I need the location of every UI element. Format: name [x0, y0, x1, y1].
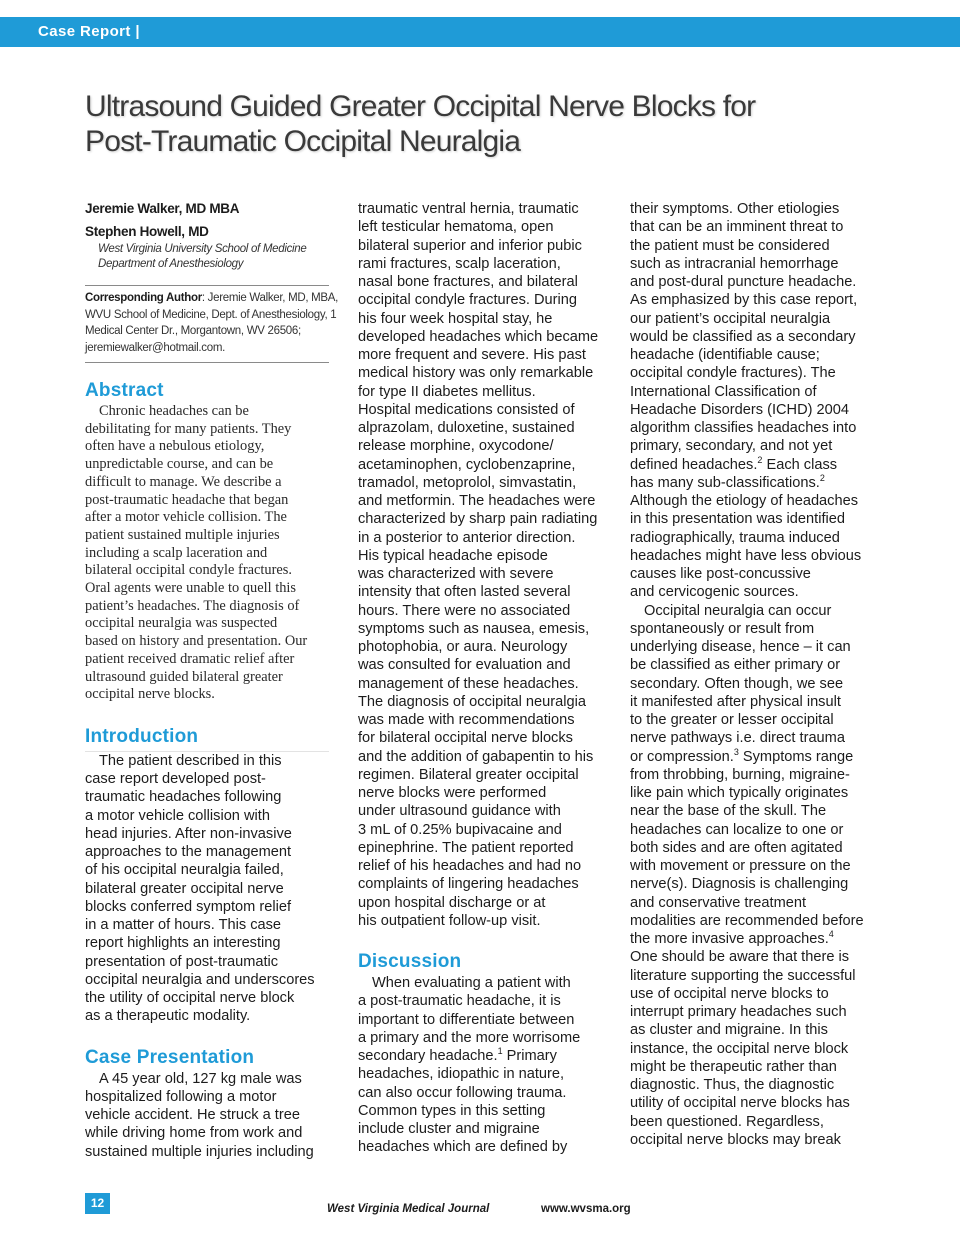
- text-line: Although the etiology of headaches: [630, 493, 858, 509]
- text-line: traumatic ventral hernia, traumatic: [358, 201, 579, 217]
- text-line: with movement or pressure on the: [630, 858, 851, 874]
- text-line: near the base of the skull. The: [630, 803, 827, 820]
- column-2: [358, 200, 608, 1157]
- text-line: occipital neuralgia was suspected: [85, 615, 278, 632]
- text-span: has many sub-classifications.: [630, 474, 820, 491]
- affiliation-line: West Virginia University School of Medicine: [98, 243, 307, 255]
- text-line: approaches to the management: [85, 844, 292, 861]
- text-line: [358, 1047, 608, 1065]
- text-line: head injuries. After non-invasive: [85, 825, 292, 842]
- text-line: Headache Disorders (ICHD) 2004: [630, 401, 849, 418]
- text-line: radiographically, trauma induced: [630, 529, 840, 546]
- text-line: medical history was only remarkable: [358, 365, 594, 382]
- text-line: Common types in this setting: [358, 1102, 546, 1119]
- text-line: for bilateral occipital nerve blocks: [358, 730, 573, 747]
- text-line: headaches, idiopathic in nature,: [358, 1066, 565, 1083]
- text-line: our patient’s occipital neuralgia: [630, 310, 831, 327]
- text-line: [630, 930, 880, 948]
- text-line: from throbbing, burning, migraine-: [630, 766, 850, 783]
- page-number: 12: [85, 1193, 110, 1214]
- text-line: headaches can localize to one or: [630, 821, 844, 838]
- discussion-paragraph: [630, 602, 880, 1150]
- text-line: vehicle accident. He struck a tree: [85, 1107, 300, 1124]
- text-line: literature supporting the successful: [630, 967, 856, 984]
- text-line: including a scalp laceration and: [85, 544, 268, 561]
- text-line: in this presentation was identified: [630, 511, 845, 528]
- text-line: might be therapeutic rather than: [630, 1058, 837, 1075]
- text-line: underlying disease, hence – it can: [630, 639, 851, 655]
- text-span: Primary: [502, 1048, 557, 1064]
- column-1: [85, 199, 339, 1161]
- text-line: causes like post-concussive: [630, 566, 811, 582]
- text-line: report highlights an interesting: [85, 935, 281, 952]
- text-line: that can be an imminent threat to: [630, 219, 844, 236]
- text-line: patient sustained multiple injuries: [85, 526, 280, 543]
- introduction-body: [85, 752, 332, 1026]
- text-line: while driving home from work and: [85, 1125, 303, 1142]
- case-presentation-continued: [358, 200, 608, 930]
- text-line: left testicular hematoma, open: [358, 219, 554, 236]
- text-line: bilateral greater occipital nerve: [85, 880, 284, 897]
- text-line: case report developed post-: [85, 771, 266, 788]
- text-line: it manifested after physical insult: [630, 693, 841, 710]
- text-line: post-traumatic headache that began: [85, 491, 289, 508]
- text-line: utility of occipital nerve blocks has: [630, 1095, 850, 1112]
- text-line: photophobia, or aura. Neurology: [358, 639, 568, 655]
- text-line: acetaminophen, cyclobenzaprine,: [358, 456, 576, 473]
- text-line: can also occur following trauma.: [358, 1084, 567, 1101]
- text-line: When evaluating a patient with: [372, 975, 571, 991]
- text-line: The patient described in this: [99, 752, 282, 769]
- discussion-body: [358, 974, 608, 1157]
- text-line: hospitalized following a motor: [85, 1088, 277, 1105]
- text-line: His typical headache episode: [358, 547, 548, 564]
- text-line: like pain which typically originates: [630, 785, 849, 801]
- text-line: use of occipital nerve blocks to: [630, 985, 829, 1002]
- text-line: include cluster and migraine: [358, 1121, 540, 1137]
- text-line: algorithm classifies headaches into: [630, 420, 857, 436]
- article-title: [85, 89, 905, 159]
- text-line: nasal bone fractures, and bilateral: [358, 274, 578, 290]
- text-line: occipital condyle fractures. During: [358, 292, 578, 309]
- text-line: [630, 748, 880, 766]
- text-line: The diagnosis of occipital neuralgia: [358, 693, 586, 710]
- text-span: or compression.: [630, 748, 734, 765]
- text-line: presentation of post-traumatic: [85, 953, 279, 970]
- text-line: characterized by sharp pain radiating: [358, 511, 598, 528]
- citation: 2: [757, 454, 763, 465]
- text-line: was characterized with severe: [358, 566, 554, 582]
- text-line: headache (identifiable cause;: [630, 347, 820, 363]
- text-line: Oral agents were unable to quell this: [85, 580, 296, 597]
- corresponding-author: [85, 290, 339, 307]
- text-line: occipital nerve blocks.: [85, 686, 215, 703]
- text-line: often have a nebulous etiology,: [85, 438, 265, 455]
- text-line: the utility of occipital nerve block: [85, 990, 295, 1007]
- abstract-body: [85, 403, 332, 704]
- text-span: defined headaches.: [630, 456, 758, 473]
- text-line: as cluster and migraine. In this: [630, 1022, 828, 1039]
- text-line: headaches might have less obvious: [630, 547, 862, 564]
- text-span: Symptoms range: [738, 748, 854, 765]
- section-label: Case Report |: [38, 23, 140, 40]
- text-line: would be classified as a secondary: [630, 328, 856, 345]
- text-line: as a therapeutic modality.: [85, 1008, 251, 1025]
- title-line: Ultrasound Guided Greater Occipital Nerve Blocks for: [85, 90, 756, 123]
- text-line: ultrasound guided bilateral greater: [85, 668, 283, 685]
- discussion-continued: [630, 200, 880, 602]
- text-line: A 45 year old, 127 kg male was: [99, 1070, 302, 1087]
- text-line: diagnostic. Thus, the diagnostic: [630, 1077, 835, 1093]
- text-line: hours. There were no associated: [358, 602, 571, 619]
- text-line: instance, the occipital nerve block: [630, 1040, 849, 1057]
- text-line: modalities are recommended before: [630, 912, 864, 929]
- divider: [85, 285, 329, 286]
- column-3: [630, 200, 880, 1149]
- text-line: debilitating for many patients. They: [85, 420, 292, 437]
- text-line: their symptoms. Other etiologies: [630, 201, 840, 217]
- text-line: Hospital medications consisted of: [358, 401, 575, 418]
- text-line: tramadol, metoprolol, simvastatin,: [358, 474, 577, 491]
- text-line: in a posterior to anterior direction.: [358, 529, 576, 546]
- text-span: the more invasive approaches.: [630, 931, 829, 947]
- text-line: Occipital neuralgia can occur: [644, 602, 832, 619]
- text-line: symptoms such as nausea, emesis,: [358, 620, 590, 637]
- citation: 3: [733, 746, 739, 757]
- text-line: and conservative treatment: [630, 894, 807, 911]
- text-line: a motor vehicle collision with: [85, 807, 270, 824]
- text-line: such as intracranial hemorrhage: [630, 255, 839, 272]
- text-line: more frequent and severe. His past: [358, 347, 586, 363]
- corresponding-line: WVU School of Medicine, Dept. of Anesthesiology, 1: [85, 308, 337, 321]
- text-line: One should be aware that there is: [630, 949, 850, 966]
- text-line: [630, 456, 880, 474]
- text-line: and metformin. The headaches were: [358, 493, 596, 509]
- text-line: his outpatient follow-up visit.: [358, 912, 541, 929]
- text-line: occipital nerve blocks may break: [630, 1131, 841, 1148]
- case-presentation-heading: Case Presentation: [85, 1046, 255, 1068]
- text-line: was consulted for evaluation and: [358, 657, 571, 674]
- text-line: a primary and the more worrisome: [358, 1029, 581, 1046]
- affiliation-line: Department of Anesthesiology: [98, 258, 244, 270]
- text-line: release morphine, oxycodone/: [358, 438, 554, 455]
- text-line: sustained multiple injuries including: [85, 1143, 314, 1160]
- text-line: of his occipital neuralgia failed,: [85, 862, 284, 879]
- text-line: International Classification of: [630, 383, 817, 400]
- author-name: Jeremie Walker, MD MBA: [85, 201, 240, 216]
- text-span: secondary headache.: [358, 1048, 498, 1064]
- text-line: and cervicogenic sources.: [630, 584, 799, 601]
- text-line: interrupt primary headaches such: [630, 1004, 847, 1020]
- text-line: As emphasized by this case report,: [630, 292, 858, 309]
- text-line: important to differentiate between: [358, 1011, 575, 1028]
- corresponding-email: jeremiewalker@hotmail.com.: [85, 341, 225, 354]
- text-line: under ultrasound guidance with: [358, 803, 561, 820]
- journal-url: www.wvsma.org: [541, 1203, 631, 1215]
- text-line: relief of his headaches and had no: [358, 858, 582, 874]
- text-line: patient received dramatic relief after: [85, 650, 295, 667]
- case-presentation-body: [85, 1070, 332, 1161]
- author-name: Stephen Howell, MD: [85, 224, 209, 239]
- text-line: epinephrine. The patient reported: [358, 839, 574, 856]
- text-line: Chronic headaches can be: [99, 403, 249, 419]
- discussion-heading: Discussion: [358, 951, 462, 972]
- text-line: blocks conferred symptom relief: [85, 898, 292, 915]
- text-line: for type II diabetes mellitus.: [358, 383, 536, 400]
- text-line: based on history and presentation. Our: [85, 633, 308, 650]
- text-line: and post-dural puncture headache.: [630, 274, 857, 290]
- text-line: both sides and are often agitated: [630, 839, 843, 856]
- text-line: rami fractures, scalp laceration,: [358, 255, 561, 272]
- text-line: was made with recommendations: [358, 712, 575, 728]
- text-line: complaints of lingering headaches: [358, 876, 579, 893]
- text-line: been questioned. Regardless,: [630, 1113, 824, 1130]
- title-line: Post-Traumatic Occipital Neuralgia: [85, 125, 521, 158]
- text-line: a post-traumatic headache, it is: [358, 993, 561, 1010]
- text-line: unpredictable course, and can be: [85, 456, 274, 473]
- text-line: [630, 474, 880, 492]
- text-span: Each class: [762, 456, 838, 473]
- text-line: 3 mL of 0.25% bupivacaine and: [358, 821, 562, 838]
- citation: 2: [819, 472, 825, 483]
- text-line: regimen. Bilateral greater occipital: [358, 766, 579, 783]
- text-line: after a motor vehicle collision. The: [85, 509, 287, 526]
- corresponding-text: : Jeremie Walker, MD, MBA,: [201, 292, 339, 304]
- citation: 4: [828, 929, 834, 940]
- text-line: bilateral occipital condyle fractures.: [85, 562, 292, 579]
- corresponding-line: Medical Center Dr., Morgantown, WV 26506;: [85, 325, 301, 337]
- header-bar: [0, 17, 960, 47]
- text-line: and the addition of gabapentin to his: [358, 748, 594, 765]
- abstract-heading: Abstract: [85, 380, 164, 401]
- text-line: management of these headaches.: [358, 675, 579, 692]
- text-line: headaches which are defined by: [358, 1139, 568, 1156]
- text-line: bilateral superior and inferior pubic: [358, 237, 582, 254]
- introduction-heading: Introduction: [85, 725, 199, 747]
- text-line: to the greater or lesser occipital: [630, 712, 834, 728]
- text-line: nerve pathways i.e. direct trauma: [630, 730, 845, 747]
- divider: [85, 362, 329, 363]
- journal-name: West Virginia Medical Journal: [327, 1203, 490, 1215]
- text-line: upon hospital discharge or at: [358, 894, 546, 911]
- text-line: traumatic headaches following: [85, 789, 282, 806]
- text-line: occipital condyle fractures). The: [630, 365, 836, 382]
- text-line: nerve(s). Diagnosis is challenging: [630, 876, 849, 893]
- text-line: developed headaches which became: [358, 328, 599, 345]
- text-line: alprazolam, duloxetine, sustained: [358, 420, 575, 436]
- text-line: be classified as either primary or: [630, 657, 841, 674]
- text-line: intensity that often lasted several: [358, 584, 571, 601]
- text-line: the patient must be considered: [630, 237, 830, 254]
- text-line: nerve blocks were performed: [358, 785, 547, 801]
- text-line: in a matter of hours. This case: [85, 917, 282, 934]
- text-line: difficult to manage. We describe a: [85, 473, 282, 490]
- text-line: occipital neuralgia and underscores: [85, 971, 315, 988]
- text-line: spontaneously or result from: [630, 620, 815, 637]
- citation: 1: [497, 1046, 503, 1057]
- text-line: his four week hospital stay, he: [358, 310, 553, 327]
- text-line: primary, secondary, and not yet: [630, 438, 833, 455]
- text-line: patient’s headaches. The diagnosis of: [85, 597, 300, 614]
- text-line: secondary. Often though, we see: [630, 675, 844, 692]
- corresponding-label: Corresponding Author: [85, 292, 202, 304]
